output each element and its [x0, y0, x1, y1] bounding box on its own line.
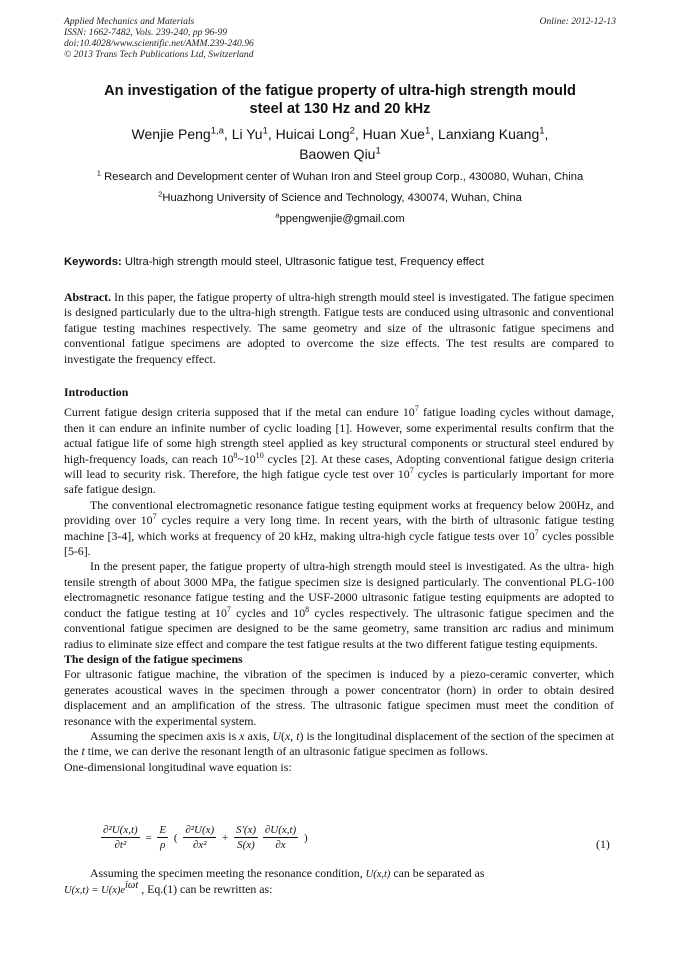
title-line-1: An investigation of the fatigue property of ultra-high strength mould [104, 83, 576, 99]
abstract-text: In this paper, the fatigue property of ultra-high strength mould steel is investigated. The fatigue specimen is designed particularly due to the ultra-high strength. Fatigue tests are conduced using ultrasonic and conventional fatigue testing machines respectively. The same geometry and size of the ultrasonic fatigue specimens and conventional fatigue specimens are adopted to overcome the size effects. The test results are compared to investigate the frequency effect. [64, 290, 614, 366]
design-paragraph-3: One-dimensional longitudinal wave equation is: [64, 759, 292, 774]
text-run: cycles require a very long time. In recent years, with the birth of ultrasonic fatigue testing machine [3-4], which works at frequency of 20 kHz, making ultra-high cycle fatigue tests over 10 [64, 513, 615, 543]
text-run: Assuming the specimen meeting the resonance condition, [90, 866, 366, 880]
superscript: 7 [152, 512, 157, 522]
eq-denominator: ∂t² [114, 839, 127, 851]
superscript: 7 [414, 404, 419, 414]
text-run: , [290, 728, 297, 743]
introduction-heading: Introduction [64, 385, 129, 399]
superscript: 10 [255, 450, 264, 460]
eq-fraction [157, 823, 168, 852]
affiliation-sup: 1 [96, 168, 102, 178]
eq-numerator: ∂²U(x) [185, 824, 215, 836]
author-sup: 1 [539, 125, 545, 137]
eq-fraction [183, 823, 216, 852]
author-name: Baowen Qiu [299, 146, 376, 162]
text-run: cycles is particularly important for more safe fatigue design. [64, 467, 614, 497]
journal-name: Applied Mechanics and Materials [64, 16, 195, 27]
affiliation-text: Research and Development center of Wuhan Iron and Steel group Corp., 430080, Wuhan, China [101, 171, 584, 183]
author-name: , Lanxiang Kuang [430, 126, 540, 142]
author-name: , Li Yu [223, 126, 263, 142]
affiliation-1 [60, 170, 620, 184]
math-var: x [239, 728, 245, 743]
keywords [64, 255, 616, 269]
intro-paragraph-1 [64, 405, 614, 497]
author-name: , Huan Xue [354, 126, 425, 142]
eq-operator: = [145, 831, 152, 844]
design-paragraph-5 [64, 882, 614, 898]
author-name: Wenjie Peng [131, 126, 211, 142]
author-line-2 [80, 144, 600, 164]
journal-header [64, 16, 616, 60]
eq-denominator: ρ [160, 839, 166, 851]
eq-numerator: S′(x) [235, 824, 257, 836]
eq-paren: ) [303, 831, 308, 844]
email-text: ppengwenjie@gmail.com [279, 213, 405, 225]
eq-fraction [263, 823, 298, 852]
inline-math: U(x,t) = U(x)e [64, 885, 126, 897]
text-run: cycles respectively. The ultrasonic fatigue specimen and the conventional fatigue specimen are designed to be the same geometry, same transition arc radius and minimum radius to eliminate size effect and compare the test fatigue results at the two different fatigue testing equipments. [64, 605, 614, 651]
intro-paragraph-2 [64, 498, 614, 560]
author-list [80, 124, 600, 164]
title-line-2: steel at 130 Hz and 20 kHz [249, 101, 431, 117]
eq-numerator: E [159, 824, 167, 836]
eq-denominator: ∂x² [192, 839, 207, 851]
inline-math: U(x,t) [365, 869, 391, 880]
text-run: The conventional electromagnetic resonance fatigue testing equipment works at frequency below 200Hz, and providing over 10 [64, 497, 614, 528]
affiliation-2 [60, 191, 620, 205]
abstract [64, 290, 614, 367]
author-line-1 [80, 124, 600, 144]
superscript: 8 [305, 604, 310, 614]
text-run: Current fatigue design criteria supposed that if the metal can endure 10 [64, 405, 415, 420]
text-run: ( [281, 728, 285, 743]
math-var: t [81, 744, 85, 759]
author-separator: , [544, 126, 549, 142]
eq-numerator: ∂U(x,t) [264, 824, 297, 836]
author-sup: 1 [424, 125, 431, 137]
eq-fraction [234, 823, 258, 852]
text-run: Assuming the specimen axis is [90, 728, 240, 743]
introduction-section [64, 385, 614, 775]
equation-1 [100, 823, 310, 852]
text-run: cycles and 10 [230, 605, 306, 620]
text-run: , Eq.(1) can be rewritten as: [138, 882, 273, 897]
affiliation-text: Huazhong University of Science and Technology, 430074, Wuhan, China [162, 192, 522, 204]
design-paragraph-4 [64, 866, 614, 882]
text-run: ) is the longitudinal displacement of the section of the specimen at the [64, 728, 614, 759]
design-paragraph-1: For ultrasonic fatigue machine, the vibration of the specimen is induced by a piezo-ceramic converter, which generates acoustical waves in the specimen through a power concentrator (horn) in order to obtain desired displacement and an amplification of the stress. The ultrasonic fatigue specimen must meet the condition of resonance with the experimental system. [64, 667, 614, 728]
author-name: , Huicai Long [267, 126, 350, 142]
author-sup: 2 [349, 125, 355, 137]
eq-numerator: ∂²U(x,t) [103, 824, 138, 836]
online-date: Online: 2012-12-13 [539, 16, 616, 27]
inline-math-sup: iωt [125, 880, 139, 892]
equation-number: (1) [596, 837, 610, 851]
author-sup: 1 [262, 125, 268, 137]
text-run: cycles [2]. At these cases, Adopting conventional fatigue design criteria will lead to security risk. Therefore, the high fatigue cycle test over 10 [64, 451, 615, 482]
text-run: In the present paper, the fatigue property of ultra-high strength mould steel is investigated. As the ultra- high tensile strength of about 3000 MPa, the fatigue specimen size is designed particularly. The conventional PLG-100 electromagnetic resonance fatigue testing and the USF-2000 ultrasonic fatigue testing equipments are adopted to conduct the fatigue testing at 10 [64, 559, 614, 620]
email-sup: a [275, 210, 280, 220]
text-run: ~10 [237, 451, 256, 466]
intro-paragraph-3 [64, 559, 614, 651]
superscript: 7 [534, 527, 539, 537]
text-run: cycles possible [5-6]. [64, 528, 614, 559]
copyright-line: © 2013 Trans Tech Publications Ltd, Switzerland [64, 49, 254, 60]
superscript: 7 [226, 604, 231, 614]
math-var: x [285, 728, 291, 743]
design-continuation [64, 866, 614, 899]
design-paragraph-2 [64, 729, 614, 760]
abstract-label: Abstract. [64, 290, 112, 304]
text-run: axis, [244, 728, 273, 743]
superscript: 7 [409, 466, 414, 476]
superscript: 8 [233, 450, 238, 460]
issn-line: ISSN: 1662-7482, Vols. 239-240, pp 96-99 [64, 27, 228, 38]
text-run: fatigue loading cycles without damage, then it can endure an infinite number of cyclic loading [1]. However, some experimental results confirm that the actual fatigue life of some high strength steel applied as key structural components or structural steel endured by high-frequency loads, can reach 10 [64, 405, 614, 466]
keywords-label: Keywords: [64, 256, 122, 268]
paper-title [70, 82, 610, 118]
eq-denominator: S(x) [237, 839, 255, 851]
math-var: t [296, 728, 300, 743]
abstract-paragraph [64, 290, 614, 367]
design-heading: The design of the fatigue specimens [64, 651, 243, 666]
eq-operator: + [221, 831, 229, 844]
text-run: time, we can derive the resonant length of an ultrasonic fatigue specimen as follows. [84, 744, 488, 759]
eq-denominator: ∂x [275, 839, 286, 851]
affiliation-sup: 2 [158, 189, 163, 199]
text-run: can be separated as [390, 866, 485, 880]
author-email [60, 212, 620, 226]
author-sup: 1 [375, 145, 381, 157]
eq-paren: ( [173, 831, 178, 844]
keywords-text: Ultra-high strength mould steel, Ultrasonic fatigue test, Frequency effect [121, 256, 484, 268]
doi-line: doi:10.4028/www.scientific.net/AMM.239-240.96 [64, 38, 254, 49]
math-var: U [272, 728, 282, 743]
eq-fraction [101, 823, 140, 852]
author-sup: 1,a [210, 125, 224, 137]
